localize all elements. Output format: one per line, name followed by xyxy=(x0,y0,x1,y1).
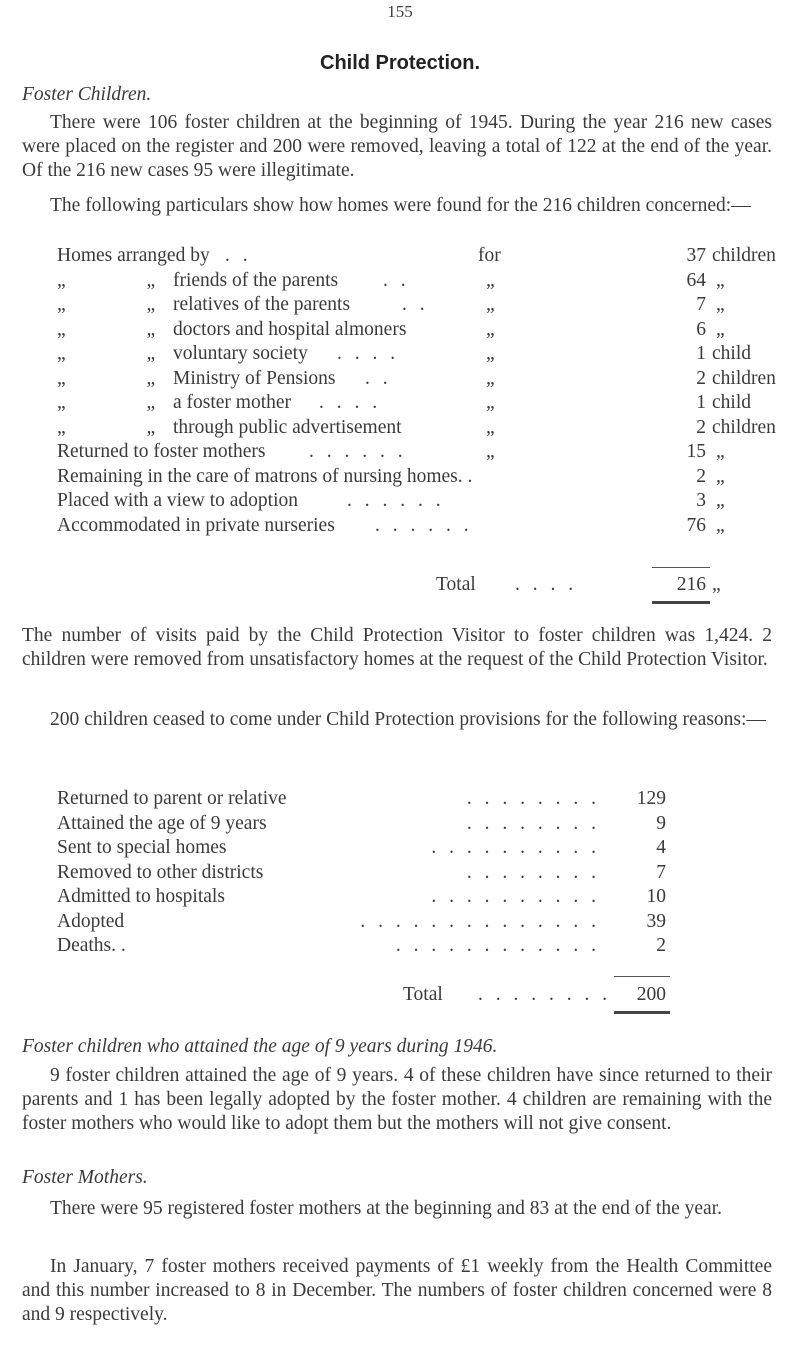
homes-row-unit: children xyxy=(712,367,776,389)
homes-row-label: Placed with a view to adoption xyxy=(57,490,298,511)
visits-paragraph: The number of visits paid by the Child Protection Visitor to foster children was 1,424. 2 children were removed from unsatisfactory homes at the request of the Child Protection Visitor. xyxy=(22,625,772,671)
homes-row-for: „ xyxy=(486,294,495,315)
leader-dots: . . xyxy=(365,367,392,389)
homes-row-count: 1 xyxy=(696,343,706,364)
homes-row-label: friends of the parents xyxy=(173,269,339,291)
ditto-mark: „ „ xyxy=(57,416,194,438)
homes-row-label: Ministry of Pensions xyxy=(173,367,336,389)
reason-value: 7 xyxy=(656,861,666,883)
homes-row-label: Remaining in the care of matrons of nursing homes. . xyxy=(57,465,473,487)
homes-row-count: 37 xyxy=(686,245,706,266)
homes-total-dots: . . . . xyxy=(515,574,578,595)
reasons-total-label: Total xyxy=(403,984,443,1005)
section-heading-age9: Foster children who attained the age of 9 years during 1946. xyxy=(22,1036,498,1057)
homes-row-count: 76 xyxy=(686,514,706,536)
homes-row-count: 1 xyxy=(696,392,706,413)
ditto-mark: „ „ xyxy=(57,294,194,315)
ditto-mark: „ „ xyxy=(57,392,194,413)
homes-row-for: „ xyxy=(486,367,495,389)
reasons-total-rule xyxy=(614,1011,670,1014)
ditto-mark: „ „ xyxy=(57,318,194,340)
ditto-mark: „ „ xyxy=(57,343,194,364)
homes-row-count: 64 xyxy=(686,269,706,291)
homes-row-label: Returned to foster mothers xyxy=(57,441,266,462)
homes-row-count: 2 xyxy=(696,367,706,389)
foster-mothers-paragraph-2: In January, 7 foster mothers received payments of £1 weekly from the Health Committee and this number increased to 8 in December. The numbers of foster children concerned were 8 and 9 respectively. xyxy=(22,1256,772,1326)
ditto-mark: „ „ xyxy=(57,269,194,291)
foster-mothers-paragraph-1: There were 95 registered foster mothers at the beginning and 83 at the end of the year. xyxy=(50,1198,722,1219)
particulars-intro: The following particulars show how homes were found for the 216 children concerned:— xyxy=(50,195,751,216)
homes-row-for: „ xyxy=(486,416,495,438)
homes-total-label: Total xyxy=(436,574,476,595)
leader-dots: . . . . . . xyxy=(347,490,445,511)
homes-row-label: doctors and hospital almoners xyxy=(173,318,407,340)
homes-row-unit: „ xyxy=(716,465,725,487)
reason-value: 129 xyxy=(636,788,666,809)
reason-label: Removed to other districts xyxy=(57,861,264,883)
homes-row-for: for xyxy=(478,245,501,266)
homes-row-unit: child xyxy=(712,343,751,364)
homes-row-label: voluntary society xyxy=(173,343,308,364)
leader-dots: . . . . . . xyxy=(375,514,473,536)
homes-row-for: „ xyxy=(486,441,495,462)
homes-row-count: 3 xyxy=(696,490,706,511)
homes-row-unit: „ xyxy=(716,269,725,291)
leader-dots: . . . . . . . . . . xyxy=(431,837,600,858)
reasons-total-dots: . . . . . . . . xyxy=(478,984,612,1005)
homes-row-label: through public advertisement xyxy=(173,416,402,438)
homes-row-count: 2 xyxy=(696,465,706,487)
reason-value: 2 xyxy=(656,935,666,956)
homes-total-unit: „ xyxy=(712,574,721,595)
homes-row-for: „ xyxy=(486,318,495,340)
page-number: 155 xyxy=(387,2,413,21)
homes-row-unit: child xyxy=(712,392,751,413)
homes-row-count: 6 xyxy=(696,318,706,340)
leader-dots: . . . . . . . . . . . . xyxy=(395,935,600,956)
homes-row-unit: children xyxy=(712,416,776,438)
reason-value: 10 xyxy=(646,886,666,907)
leader-dots: . . xyxy=(225,245,252,266)
leader-dots: . . . . . . . . xyxy=(466,812,600,834)
age9-paragraph: 9 foster children attained the age of 9 years. 4 of these children have since returned to their parents and 1 has been legally adopted by the foster mother. 4 children are remaining with the foster mothers who would like to adopt them but the mothers will not give consent. xyxy=(22,1065,772,1135)
homes-row-unit: „ xyxy=(716,294,725,315)
page-title: Child Protection. xyxy=(320,52,480,74)
leader-dots: . . . . . . xyxy=(309,441,407,462)
reasons-subtotal-rule xyxy=(614,976,670,977)
homes-total-rule xyxy=(652,601,710,604)
homes-row-count: 7 xyxy=(696,294,706,315)
homes-row-label: a foster mother xyxy=(173,392,292,413)
reason-label: Admitted to hospitals xyxy=(57,886,225,907)
ceased-intro: 200 children ceased to come under Child Protection provisions for the following reasons:— xyxy=(50,709,766,730)
homes-row-label: Accommodated in private nurseries xyxy=(57,514,335,536)
homes-subtotal-rule xyxy=(652,567,710,568)
reasons-total-value: 200 xyxy=(636,984,666,1005)
leader-dots: . . . . xyxy=(337,343,400,364)
leader-dots: . . . . xyxy=(319,392,382,413)
homes-row-for: „ xyxy=(486,269,495,291)
section-heading-foster-mothers: Foster Mothers. xyxy=(22,1167,148,1188)
leader-dots: . . xyxy=(402,294,429,315)
leader-dots: . . . . . . . . . . . . . . xyxy=(360,910,600,932)
reason-value: 9 xyxy=(656,812,666,834)
homes-row-count: 2 xyxy=(696,416,706,438)
homes-row-for: „ xyxy=(486,392,495,413)
homes-row-unit: children xyxy=(712,245,776,266)
homes-row-unit: „ xyxy=(716,490,725,511)
reason-label: Deaths. . xyxy=(57,935,126,956)
homes-row-label: relatives of the parents xyxy=(173,294,351,315)
homes-row-unit: „ xyxy=(716,318,725,340)
reason-label: Attained the age of 9 years xyxy=(57,812,267,834)
homes-row-unit: „ xyxy=(716,514,725,536)
reason-label: Adopted xyxy=(57,910,125,932)
leader-dots: . . . . . . . . . . xyxy=(431,886,600,907)
leader-dots: . . xyxy=(383,269,410,291)
leader-dots: . . . . . . . . xyxy=(466,861,600,883)
leader-dots: . . . . . . . . xyxy=(466,788,600,809)
intro-paragraph: There were 106 foster children at the beginning of 1945. During the year 216 new cases were placed on the register and 200 were removed, leaving a total of 122 at the end of the year. Of the 216 new cases 95 were illegitimate. xyxy=(22,112,772,182)
homes-row-unit: „ xyxy=(716,441,725,462)
reason-value: 4 xyxy=(656,837,666,858)
homes-row-count: 15 xyxy=(686,441,706,462)
homes-row-for: „ xyxy=(486,343,495,364)
reason-value: 39 xyxy=(646,910,666,932)
homes-row-label: Homes arranged by xyxy=(57,245,210,266)
section-heading-foster-children: Foster Children. xyxy=(22,84,152,105)
homes-total-value: 216 xyxy=(676,574,706,595)
reason-label: Returned to parent or relative xyxy=(57,788,287,809)
reason-label: Sent to special homes xyxy=(57,837,227,858)
ditto-mark: „ „ xyxy=(57,367,194,389)
